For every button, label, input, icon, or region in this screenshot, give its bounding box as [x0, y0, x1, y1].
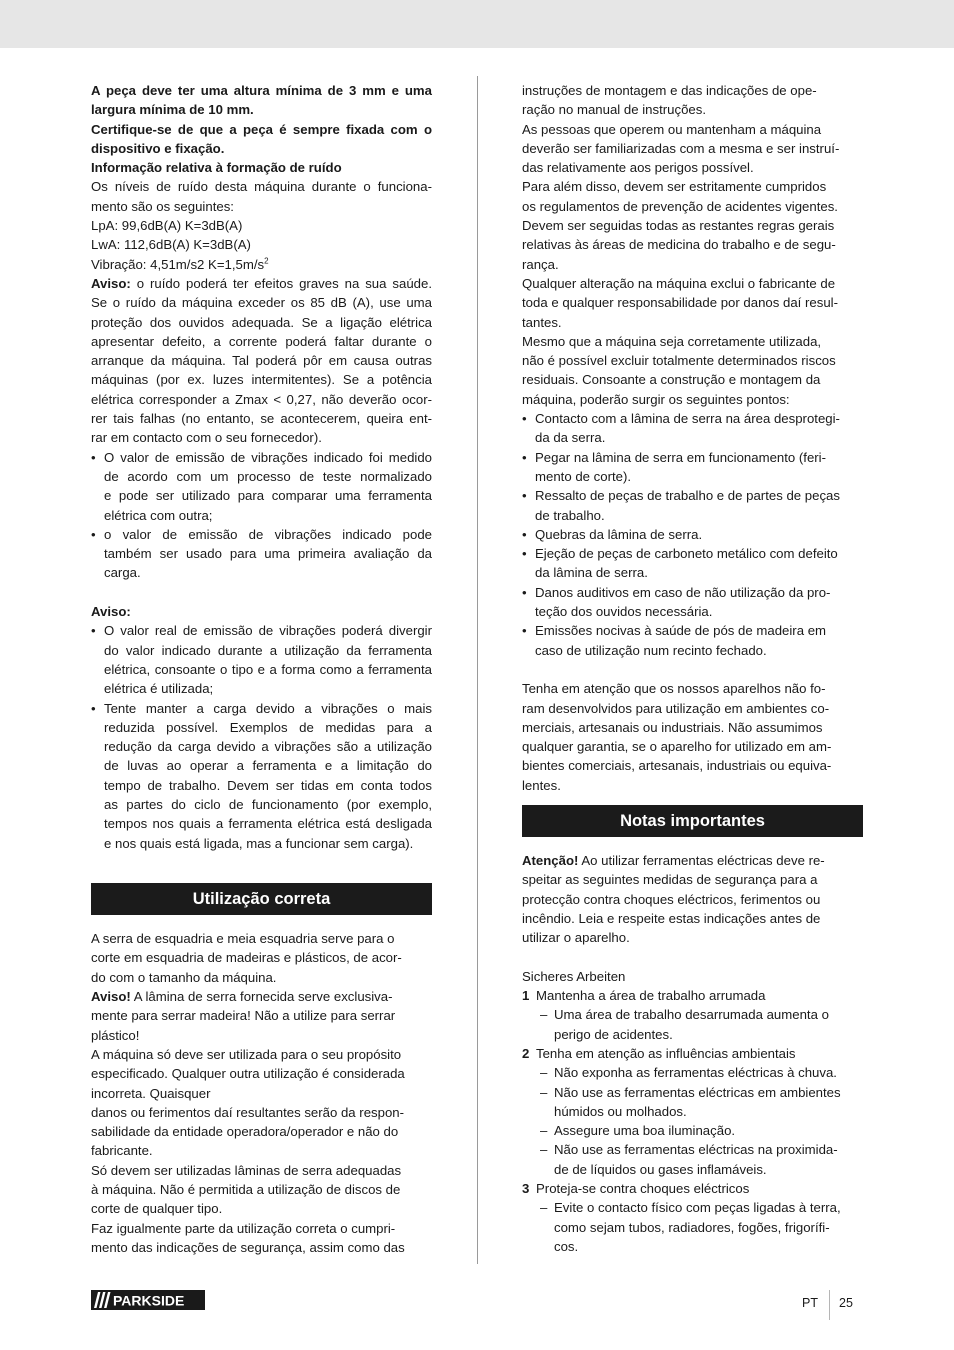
dash-cont: cos. — [554, 1238, 579, 1254]
risk-bullet: • Emissões nocivas à saúde de pós de madeira em — [522, 623, 827, 639]
page-number: 25 — [839, 1296, 853, 1310]
bullet-text: Ejeção de peças de carboneto metálico com defeito — [535, 546, 838, 562]
risk-bullet: • Ejeção de peças de carboneto metálico com defeito — [522, 546, 838, 562]
note-line: qualquer garantia, se o aparelho for utilizado em am- — [522, 739, 832, 755]
column-divider — [477, 76, 478, 1264]
body-line: residuais. Consoante a construção e montagem da — [522, 372, 821, 388]
dash-item: – Não use as ferramentas eléctricas em ambientes — [540, 1084, 841, 1100]
bullet-text: Contacto com a lâmina de serra na área desprotegi- — [535, 411, 840, 427]
bullet-cont: mento de corte). — [535, 468, 632, 484]
bullet-cont: elétrica, consoante o tipo e a forma como a ferramenta — [104, 661, 432, 677]
atencao-line — [522, 851, 863, 870]
risk-bullet: • Ressalto de peças de trabalho e de partes de peças — [522, 488, 840, 504]
vibration-text: Vibração: 4,51m/s2 K=1,5m/s — [91, 256, 265, 272]
use-line: corte de qualquer tipo. — [91, 1201, 223, 1217]
use-line: fabricante. — [91, 1143, 153, 1159]
bullet-cont: da da serra. — [535, 430, 606, 446]
risk-bullet: • Pegar na lâmina de serra em funcionamento (feri- — [522, 449, 827, 465]
sicheres-heading: Sicheres Arbeiten — [522, 968, 626, 984]
atencao-text: Ao utilizar ferramentas eléctricas deve re- — [578, 852, 825, 868]
dash-item: – Assegure uma boa iluminação. — [540, 1123, 736, 1139]
aviso-line: proteção dos ouvidos adequada. Se a ligação elétrica — [91, 314, 432, 330]
aviso-label: Aviso: — [91, 604, 131, 620]
dash-cont: perigo de acidentes. — [554, 1026, 673, 1042]
aviso-label: Aviso! — [91, 989, 131, 1005]
bullet-text: O valor real de emissão de vibrações poderá divergir — [104, 623, 432, 639]
bullet-cont: tempos nos quais a ferramenta elétrica está desligada — [104, 816, 432, 832]
use-line: incorreta. Quaisquer — [91, 1085, 211, 1101]
aviso-label: Aviso: — [91, 275, 131, 291]
dash-text: Não use as ferramentas eléctricas em ambientes — [554, 1084, 841, 1100]
noise-line: mento são os seguintes: — [91, 198, 234, 214]
item-number: 1 — [522, 988, 530, 1004]
bullet-cont: e nos quais está ligada, mas a funcionar sem carga). — [104, 835, 414, 851]
body-line: relativas às áreas de medicina do trabalho e de segu- — [522, 237, 836, 253]
bullet-cont: também ser usado para uma primeira avaliação da — [104, 546, 432, 562]
dash-text: Não exponha as ferramentas eléctricas à chuva. — [554, 1065, 837, 1081]
vibration-exponent: 2 — [264, 256, 269, 266]
bullet-cont: redução da carga devido a vibrações são a utilização — [104, 739, 432, 755]
noise-line: Os níveis de ruído desta máquina durante o funciona- — [91, 179, 432, 195]
aviso-line: rer tais falhas (no entanto, se acontecerem, queira ent- — [91, 411, 432, 427]
parkside-logo — [91, 1290, 205, 1310]
dash-item: – Uma área de trabalho desarrumada aumenta o — [540, 1007, 829, 1023]
dash-item: – Não exponha as ferramentas eléctricas à chuva. — [540, 1065, 837, 1081]
aviso-line — [91, 987, 432, 1006]
bullet-text: Pegar na lâmina de serra em funcionamento (feri- — [535, 449, 827, 465]
body-line: Qualquer alteração na máquina exclui o fabricante de — [522, 275, 836, 291]
note-line: merciais, artesanais ou industriais. Não assumimos — [522, 719, 823, 735]
use-line: mento das indicações de segurança, assim como das — [91, 1239, 405, 1255]
aviso-line: apresentar defeito, a corrente poderá faltar durante o — [91, 333, 432, 349]
body-line: Para além disso, devem ser estritamente cumpridos — [522, 179, 827, 195]
atencao-line: protecção contra choques eléctricos, ferimentos ou — [522, 891, 821, 907]
bullet-text: o valor de emissão de vibrações indicado pode — [104, 526, 432, 542]
use-line: Faz igualmente parte da utilização correta o cumpri- — [91, 1220, 396, 1236]
use-line: mente para serrar madeira! Não a utilize para serrar — [91, 1008, 396, 1024]
bullet-item: • O valor real de emissão de vibrações poderá divergir — [91, 623, 432, 639]
section-heading-notas: Notas importantes — [522, 805, 863, 837]
body-line: deverão ser familiarizadas com a mesma e ser instruí- — [522, 140, 840, 156]
item-number: 2 — [522, 1045, 530, 1061]
body-line: os regulamentos de prevenção de acidentes vigentes. — [522, 198, 838, 214]
bullet-item: • o valor de emissão de vibrações indicado pode — [91, 526, 432, 542]
use-line: especificado. Qualquer outra utilização é considerada — [91, 1066, 405, 1082]
body-line: toda e qualquer responsabilidade por danos daí resul- — [522, 295, 838, 311]
footer-separator — [829, 1290, 830, 1320]
body-line: das relativamente aos perigos possível. — [522, 160, 754, 176]
risk-bullet: • Quebras da lâmina de serra. — [522, 526, 703, 542]
body-line: rança. — [522, 256, 559, 272]
dash-cont: de de líquidos ou gases inflamáveis. — [554, 1161, 767, 1177]
dash-text: Não use as ferramentas eléctricas na proximida- — [554, 1142, 838, 1158]
brand-text: PARKSIDE — [113, 1292, 185, 1309]
dash-cont: como sejam tubos, radiadores, fogões, frigorífi- — [554, 1219, 830, 1235]
numbered-item — [522, 1179, 863, 1198]
bullet-cont: da lâmina de serra. — [535, 565, 648, 581]
bullet-cont: caso de utilização num recinto fechado. — [535, 642, 767, 658]
use-line: sabilidade da entidade operadora/operador e não do — [91, 1124, 399, 1140]
note-line: Tenha em atenção que os nossos aparelhos não fo- — [522, 681, 826, 697]
atencao-line: utilizar o aparelho. — [522, 930, 630, 946]
use-line: danos ou ferimentos daí resultantes serão da respon- — [91, 1104, 405, 1120]
atencao-label: Atenção! — [522, 852, 579, 868]
item-title: Tenha em atenção as influências ambientais — [536, 1045, 796, 1061]
item-number: 3 — [522, 1181, 530, 1197]
bullet-cont: carga. — [104, 565, 141, 581]
note-line: bientes comerciais, artesanais, industriais ou equiva- — [522, 758, 832, 774]
numbered-item — [522, 1044, 863, 1063]
noise-line: LpA: 99,6dB(A) K=3dB(A) — [91, 218, 243, 234]
body-line: máquina, poderão surgir os seguintes pontos: — [522, 391, 790, 407]
use-line: A serra de esquadria e meia esquadria serve para o — [91, 931, 395, 947]
body-line: tantes. — [522, 314, 562, 330]
body-line: As pessoas que operem ou mantenham a máquina — [522, 121, 822, 137]
bullet-cont: elétrica com outra; — [104, 507, 213, 523]
aviso-line — [91, 274, 432, 293]
atencao-line: speitar as seguintes medidas de segurança para a — [522, 872, 818, 888]
bullet-cont: do valor indicado durante a utilização da ferramenta — [104, 642, 432, 658]
dash-text: Assegure uma boa iluminação. — [554, 1123, 736, 1139]
bullet-item: • Tente manter a carga devido a vibrações o mais — [91, 700, 432, 716]
use-line: Só devem ser utilizadas lâminas de serra adequadas — [91, 1162, 402, 1178]
intro-line: A peça deve ter uma altura mínima de 3 mm e uma — [91, 83, 432, 98]
use-line: A máquina só deve ser utilizada para o seu propósito — [91, 1046, 402, 1062]
atencao-line: incêndio. Leia e respeite estas indicações antes de — [522, 910, 821, 926]
section-heading-utilizacao: Utilização correta — [91, 883, 432, 915]
numbered-item — [522, 986, 863, 1005]
aviso-text: o ruído poderá ter efeitos graves na sua saúde. — [130, 275, 432, 291]
item-title: Proteja-se contra choques eléctricos — [536, 1181, 750, 1197]
use-line: corte em esquadria de madeiras e plásticos, de acor- — [91, 950, 402, 966]
aviso-line: arranque da máquina. Tal poderá pôr em causa outras — [91, 353, 432, 369]
bullet-cont: e pode ser utilizado para comparar uma ferramenta — [104, 488, 432, 504]
body-line: Devem ser seguidas todas as restantes regras gerais — [522, 218, 835, 234]
body-line: instruções de montagem e das indicações de ope- — [522, 83, 817, 98]
bullet-text: Tente manter a carga devido a vibrações o mais — [104, 700, 432, 716]
aviso-line: elétrica corresponder a Zmax < 0,27, não deverão ocor- — [91, 391, 432, 407]
item-title: Mantenha a área de trabalho arrumada — [536, 988, 766, 1004]
intro-line: dispositivo e fixação. — [91, 140, 225, 156]
use-line: à máquina. Não é permitida a utilização de discos de — [91, 1182, 401, 1198]
risk-bullet: • Contacto com a lâmina de serra na área desprotegi- — [522, 411, 840, 427]
bullet-text: Ressalto de peças de trabalho e de partes de peças — [535, 488, 840, 504]
aviso-line: máquinas (por ex. luzes intermitentes). Se a potência — [91, 372, 432, 388]
left-column — [91, 81, 432, 1257]
dash-cont: húmidos ou molhados. — [554, 1103, 687, 1119]
intro-line: Certifique-se de que a peça é sempre fixada com o — [91, 121, 432, 137]
bullet-cont: teção dos ouvidos necessária. — [535, 604, 713, 620]
aviso-line: rar em contacto com o seu fornecedor). — [91, 430, 322, 446]
dash-item: – Não use as ferramentas eléctricas na proximida- — [540, 1142, 838, 1158]
body-line: ração no manual de instruções. — [522, 102, 707, 118]
risk-bullet: • Danos auditivos em caso de não utilização da pro- — [522, 584, 831, 600]
bullet-cont: reduzida possível. Exemplos de medidas para a — [104, 719, 432, 735]
note-line: lentes. — [522, 777, 561, 793]
bullet-cont: de luvas ao operar a ferramenta e a limitação do — [104, 758, 432, 774]
noise-heading: Informação relativa à formação de ruído — [91, 160, 342, 176]
use-line: plástico! — [91, 1027, 140, 1043]
noise-line: LwA: 112,6dB(A) K=3dB(A) — [91, 237, 251, 253]
bullet-cont: de acordo com um processo de teste normalizado — [104, 468, 432, 484]
bullet-cont: tempo de trabalho. Devem ser tidas em conta todos — [104, 777, 432, 793]
top-band — [0, 0, 954, 48]
intro-line: largura mínima de 10 mm. — [91, 102, 254, 118]
aviso-line: Se o ruído da máquina exceder os 85 dB (A), use uma — [91, 295, 432, 311]
right-column — [522, 81, 863, 1256]
note-line: ram desenvolvidos para utilização em ambientes co- — [522, 700, 830, 716]
aviso-text: A lâmina de serra fornecida serve exclusiva- — [130, 989, 393, 1005]
dash-text: Evite o contacto físico com peças ligadas à terra, — [554, 1200, 841, 1216]
bullet-text: Danos auditivos em caso de não utilização da pro- — [535, 584, 831, 600]
bullet-cont: elétrica é utilizada; — [104, 681, 214, 697]
bullet-item: • O valor de emissão de vibrações indicado foi medido — [91, 449, 432, 465]
dash-text: Uma área de trabalho desarrumada aumenta o — [554, 1007, 829, 1023]
language-code: PT — [802, 1296, 818, 1310]
body-line: Mesmo que a máquina seja corretamente utilizada, — [522, 333, 822, 349]
bullet-text: O valor de emissão de vibrações indicado foi medido — [104, 449, 432, 465]
dash-item: – Evite o contacto físico com peças ligadas à terra, — [540, 1200, 841, 1216]
bullet-cont: de trabalho. — [535, 507, 605, 523]
use-line: do com o tamanho da máquina. — [91, 969, 277, 985]
bullet-text: Emissões nocivas à saúde de pós de madeira em — [535, 623, 827, 639]
bullet-text: Quebras da lâmina de serra. — [535, 526, 703, 542]
vibration-line — [91, 255, 432, 274]
body-line: não é possível excluir totalmente determinados riscos — [522, 353, 836, 369]
bullet-cont: as partes do ciclo de funcionamento (por exemplo, — [104, 796, 432, 812]
